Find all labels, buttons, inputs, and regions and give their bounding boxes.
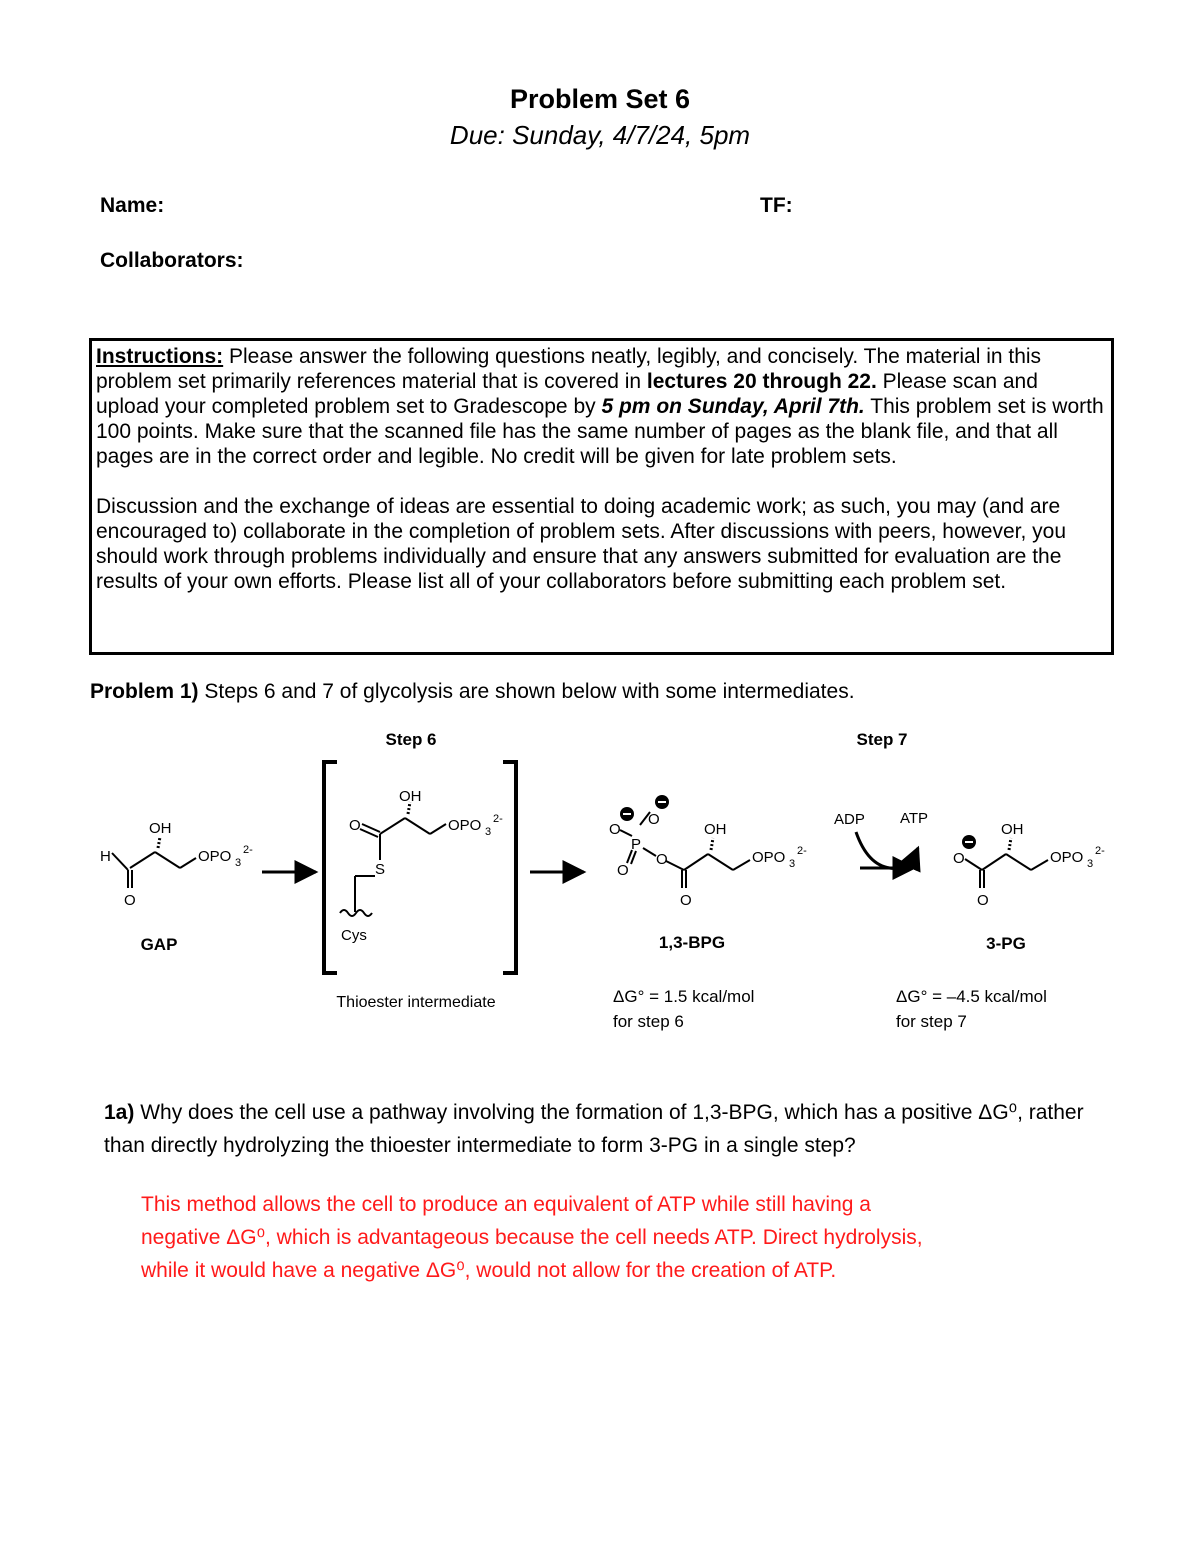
svg-text:3: 3 <box>235 857 242 869</box>
instructions-paragraph-1: Instructions: Please answer the following questions neatly, legibly, and concisely. The material in this problem set primarily references material that is covered in lectures 20 through 22. Please scan and upload your completed problem set to Gradescope by 5 pm on Sunday, April 7th. This problem set is worth 100 points. Make sure that the scanned file has the same number of pages as the blank file, and that all pages are in the correct order and legible. No credit will be given for late problem sets. <box>96 345 1104 468</box>
svg-text:O: O <box>349 817 361 834</box>
svg-text:O: O <box>609 821 621 838</box>
tf-label: TF: <box>760 194 793 217</box>
svg-text:O: O <box>953 850 965 867</box>
svg-text:3: 3 <box>789 858 796 870</box>
adp-label: ADP <box>834 811 865 828</box>
instructions-heading: Instructions: <box>96 345 224 368</box>
dg-step7-line1: ΔG° = –4.5 kcal/mol <box>896 987 1047 1006</box>
answer-line: negative ΔG⁰, which is advantageous because the cell needs ATP. Direct hydrolysis, <box>141 1226 923 1249</box>
page-title: Problem Set 6 <box>509 84 691 114</box>
svg-text:OH: OH <box>704 821 727 838</box>
pg-label: 3-PG <box>986 934 1026 953</box>
svg-text:2-: 2- <box>1095 845 1105 857</box>
svg-text:OPO: OPO <box>1050 849 1084 866</box>
svg-text:O: O <box>977 892 989 909</box>
step-6-label: Step 6 <box>385 730 437 749</box>
svg-text:OH: OH <box>399 788 422 805</box>
svg-text:O: O <box>124 892 136 909</box>
svg-text:P: P <box>631 836 642 853</box>
answer-1a <box>141 1188 1101 1287</box>
svg-text:OH: OH <box>1001 821 1024 838</box>
pg-molecule <box>965 838 1048 888</box>
dg-step6-line2: for step 6 <box>613 1012 684 1031</box>
collaborators-label: Collaborators: <box>100 249 244 272</box>
negative-charge-icon <box>620 795 669 821</box>
svg-text:2-: 2- <box>243 844 253 856</box>
bpg-label: 1,3-BPG <box>658 933 726 952</box>
answer-line: while it would have a negative ΔG⁰, would not allow for the creation of ATP. <box>141 1259 837 1282</box>
svg-text:S: S <box>375 861 386 878</box>
svg-text:H: H <box>100 848 111 865</box>
svg-text:OPO: OPO <box>448 817 482 834</box>
svg-text:3: 3 <box>485 826 492 838</box>
question-1a: 1a) Why does the cell use a pathway involving the formation of 1,3-BPG, which has a positive ΔG⁰, rather than directly hydrolyzing the thioester intermediate to form 3-PG in a single step? <box>104 1101 1084 1157</box>
svg-text:2-: 2- <box>797 845 807 857</box>
dg-step6-line1: ΔG° = 1.5 kcal/mol <box>613 987 755 1006</box>
instructions-paragraph-2: Discussion and the exchange of ideas are essential to doing academic work; as such, you may (and are encouraged to) collaborate in the completion of problem sets. After discussions with peers, however, you should work through problems individually and ensure that any answers submitted for evaluation are the results of your own efforts. Please list all of your collaborators before submitting each problem set. <box>96 495 1067 593</box>
instructions-text <box>96 344 1104 594</box>
name-label: Name: <box>100 194 165 217</box>
svg-text:OPO: OPO <box>752 849 786 866</box>
svg-text:O: O <box>617 862 629 879</box>
cys-label: Cys <box>341 927 367 944</box>
dg-step7-line2: for step 7 <box>896 1012 967 1031</box>
step-7-label: Step 7 <box>856 730 908 749</box>
svg-text:O: O <box>656 851 668 868</box>
answer-line: This method allows the cell to produce an equivalent of ATP while still having a <box>141 1193 871 1216</box>
negative-charge-icon <box>962 835 976 849</box>
svg-text:O: O <box>680 892 692 909</box>
svg-text:OPO: OPO <box>198 848 232 865</box>
atp-label: ATP <box>900 810 929 827</box>
svg-text:OH: OH <box>149 820 172 837</box>
svg-text:3: 3 <box>1087 858 1094 870</box>
glycolysis-reaction-diagram <box>0 720 1200 1050</box>
svg-text:2-: 2- <box>493 813 503 825</box>
adp-atp-curved-arrow <box>856 832 918 868</box>
gap-label: GAP <box>140 935 178 954</box>
thioester-label: Thioester intermediate <box>336 994 496 1011</box>
due-date: Due: Sunday, 4/7/24, 5pm <box>449 120 751 150</box>
svg-text:O: O <box>648 811 660 828</box>
problem-1-heading: Problem 1) Steps 6 and 7 of glycolysis are shown below with some intermediates. <box>90 680 855 703</box>
gap-molecule <box>112 837 196 888</box>
